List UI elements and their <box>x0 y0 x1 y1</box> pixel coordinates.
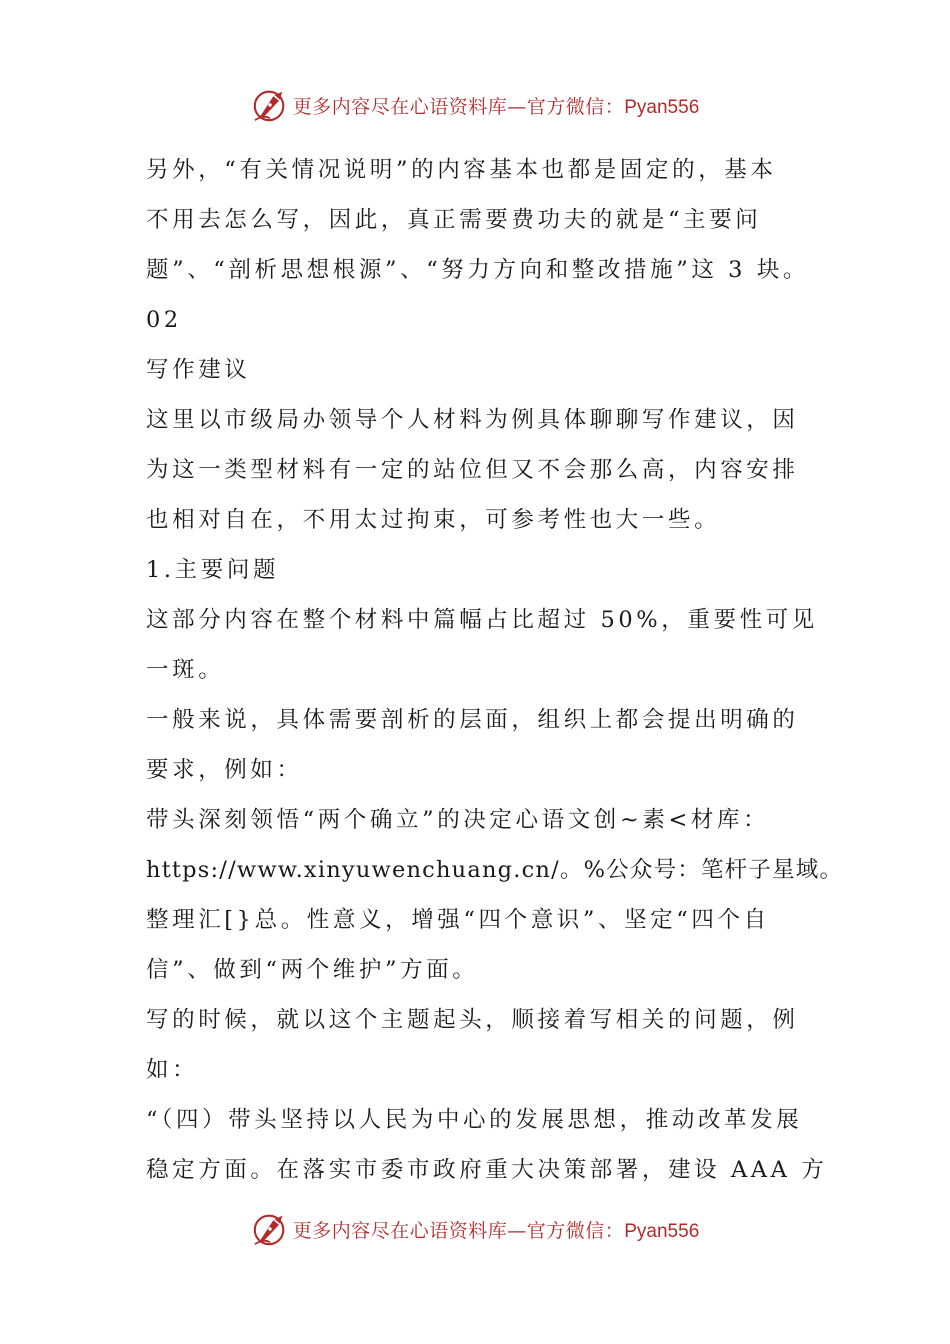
paragraph-line: 一般来说，具体需要剖析的层面，组织上都会提出明确的 <box>146 707 799 733</box>
paragraph-line: “（四）带头坚持以人民为中心的发展思想，推动改革发展 <box>146 1107 803 1133</box>
paragraph-line: 题”、“剖析思想根源”、“努力方向和整改措施”这 3 块。 <box>146 257 810 283</box>
paragraph-line: 另外，“有关情况说明”的内容基本也都是固定的，基本 <box>146 157 777 183</box>
watermark-text: 更多内容尽在心语资料库—官方微信：Pyan556 <box>292 1219 700 1242</box>
paragraph-line: 这里以市级局办领导个人材料为例具体聊聊写作建议，因 <box>146 407 799 433</box>
paragraph-line: 这部分内容在整个材料中篇幅占比超过 50%，重要性可见 <box>146 607 818 633</box>
watermark-text: 更多内容尽在心语资料库—官方微信：Pyan556 <box>292 95 700 118</box>
section-title: 写作建议 <box>146 357 251 383</box>
paragraph-line: 带头深刻领悟“两个确立”的决定心语文创~素<材库： <box>146 807 770 833</box>
subsection-title: 1.主要问题 <box>146 557 280 583</box>
watermark-group <box>251 86 700 124</box>
watermark-id: Pyan556 <box>624 96 700 118</box>
paragraph-line-url: https://www.xinyuwenchuang.cn/。%公众号：笔杆子星域。 <box>146 857 844 883</box>
watermark-id: Pyan556 <box>624 1220 700 1242</box>
header-watermark <box>0 80 950 130</box>
pen-nib-icon <box>251 1210 289 1248</box>
paragraph-line: 也相对自在，不用太过拘束，可参考性也大一些。 <box>146 507 721 533</box>
section-number: 02 <box>146 307 182 333</box>
paragraph-line: 如： <box>146 1057 199 1083</box>
footer-watermark <box>0 1204 950 1254</box>
paragraph-line: 整理汇[}总。性意义，增强“四个意识”、坚定“四个自 <box>146 907 770 933</box>
paragraph-line: 稳定方面。在落实市委市政府重大决策部署，建设 AAA 方 <box>146 1157 828 1183</box>
paragraph-line: 为这一类型材料有一定的站位但又不会那么高，内容安排 <box>146 457 799 483</box>
paragraph-line: 一斑。 <box>146 657 225 683</box>
paragraph-line: 不用去怎么写，因此，真正需要费功夫的就是“主要问 <box>146 207 762 233</box>
pen-nib-icon <box>251 86 289 124</box>
document-body <box>146 145 844 1195</box>
paragraph-line: 要求，例如： <box>146 757 303 783</box>
paragraph-line: 写的时候，就以这个主题起头，顺接着写相关的问题，例 <box>146 1007 799 1033</box>
watermark-group <box>251 1210 700 1248</box>
paragraph-line: 信”、做到“两个维护”方面。 <box>146 957 479 983</box>
